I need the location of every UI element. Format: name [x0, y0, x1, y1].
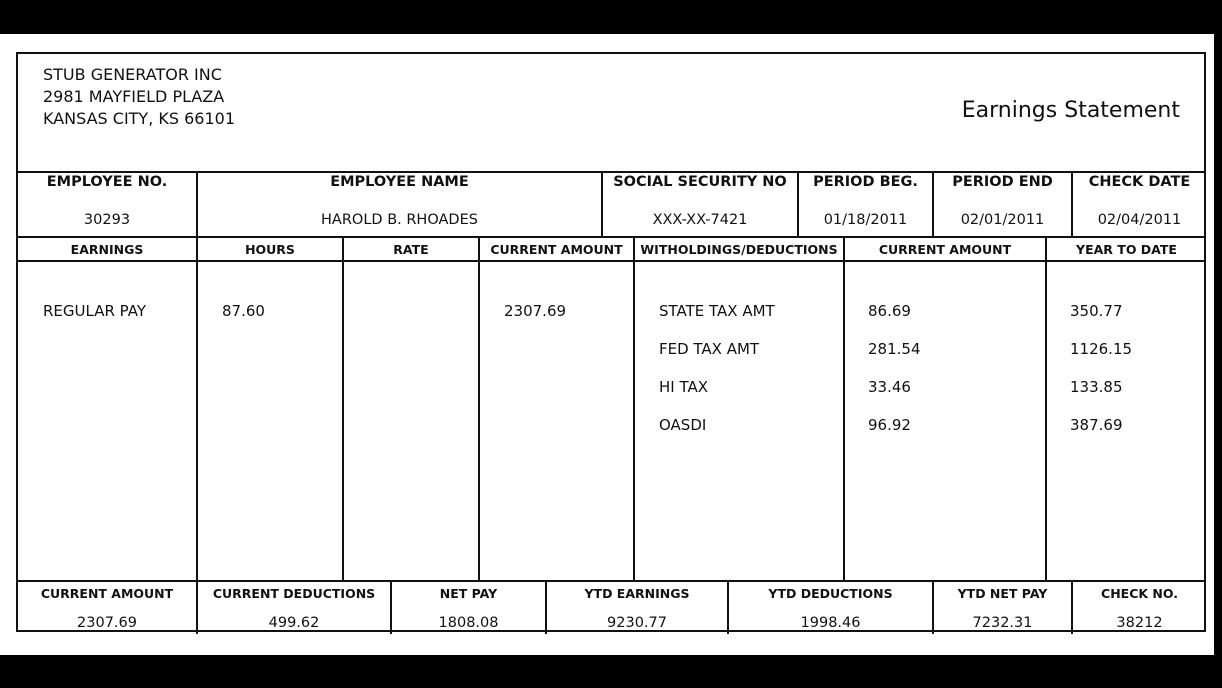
totals-header-ytd-net-pay: YTD NET PAY [957, 586, 1048, 601]
header-current-amount: CURRENT AMOUNT [490, 242, 623, 257]
totals-current-deductions: 499.62 [268, 615, 320, 631]
earnings-hours: 87.60 [222, 302, 265, 320]
deduction-current: 86.69 [868, 302, 911, 320]
divider [633, 236, 635, 580]
deduction-ytd: 1126.15 [1070, 340, 1133, 358]
deduction-label: HI TAX [659, 378, 709, 396]
deduction-ytd: 387.69 [1070, 416, 1123, 434]
deduction-label: OASDI [659, 416, 707, 434]
totals-current-amount: 2307.69 [77, 615, 137, 631]
header-earnings: EARNINGS [70, 242, 144, 257]
divider [843, 236, 845, 580]
header-check-date: CHECK DATE [1088, 174, 1191, 190]
deduction-current: 281.54 [868, 340, 921, 358]
deduction-ytd: 350.77 [1070, 302, 1123, 320]
deduction-label: FED TAX AMT [659, 340, 760, 358]
header-deduction-current-amount: CURRENT AMOUNT [878, 242, 1012, 257]
totals-check-no: 38212 [1116, 615, 1163, 631]
header-witholdings-deductions: WITHOLDINGS/DEDUCTIONS [640, 242, 838, 257]
company-address-line-2: KANSAS CITY, KS 66101 [43, 109, 236, 128]
check-date-value: 02/04/2011 [1097, 212, 1182, 228]
divider [1045, 236, 1047, 580]
deduction-current: 33.46 [868, 378, 911, 396]
totals-header-current-amount: CURRENT AMOUNT [40, 586, 174, 601]
totals-ytd-net-pay: 7232.31 [972, 615, 1033, 631]
totals-header-current-deductions: CURRENT DEDUCTIONS [212, 586, 376, 601]
totals-header-ytd-deductions: YTD DEDUCTIONS [768, 586, 893, 601]
divider [342, 236, 344, 580]
totals-net-pay: 1808.08 [438, 615, 499, 631]
employee-name-value: HAROLD B. RHOADES [321, 212, 478, 228]
deduction-current: 96.92 [868, 416, 911, 434]
paper-background [0, 34, 1214, 655]
totals-ytd-earnings: 9230.77 [607, 615, 667, 631]
company-name: STUB GENERATOR INC [43, 65, 222, 84]
totals-header-net-pay: NET PAY [439, 586, 498, 601]
totals-header-check-no: CHECK NO. [1101, 586, 1178, 601]
ssn-value: XXX-XX-7421 [652, 212, 748, 228]
deduction-label: STATE TAX AMT [659, 302, 775, 320]
header-ssn: SOCIAL SECURITY NO [613, 174, 787, 190]
header-rate: RATE [393, 242, 429, 257]
header-period-end: PERIOD END [952, 174, 1053, 190]
employee-no-value: 30293 [83, 212, 131, 228]
header-year-to-date: YEAR TO DATE [1076, 242, 1177, 257]
earnings-amount: 2307.69 [504, 302, 567, 320]
totals-header-ytd-earnings: YTD EARNINGS [584, 586, 690, 601]
company-address-line-1: 2981 MAYFIELD PLAZA [43, 87, 225, 106]
earnings-label: REGULAR PAY [43, 302, 147, 320]
period-end-value: 02/01/2011 [960, 212, 1045, 228]
divider [478, 236, 480, 580]
totals-ytd-deductions: 1998.46 [800, 615, 861, 631]
header-employee-name: EMPLOYEE NAME [330, 174, 469, 190]
header-employee-no: EMPLOYEE NO. [46, 174, 168, 190]
period-beg-value: 01/18/2011 [823, 212, 908, 228]
header-hours: HOURS [245, 242, 295, 257]
document-title: Earnings Statement [961, 98, 1180, 123]
pay-stub [16, 52, 1206, 632]
header-period-beg: PERIOD BEG. [813, 174, 918, 190]
divider [196, 236, 198, 580]
deduction-ytd: 133.85 [1070, 378, 1123, 396]
